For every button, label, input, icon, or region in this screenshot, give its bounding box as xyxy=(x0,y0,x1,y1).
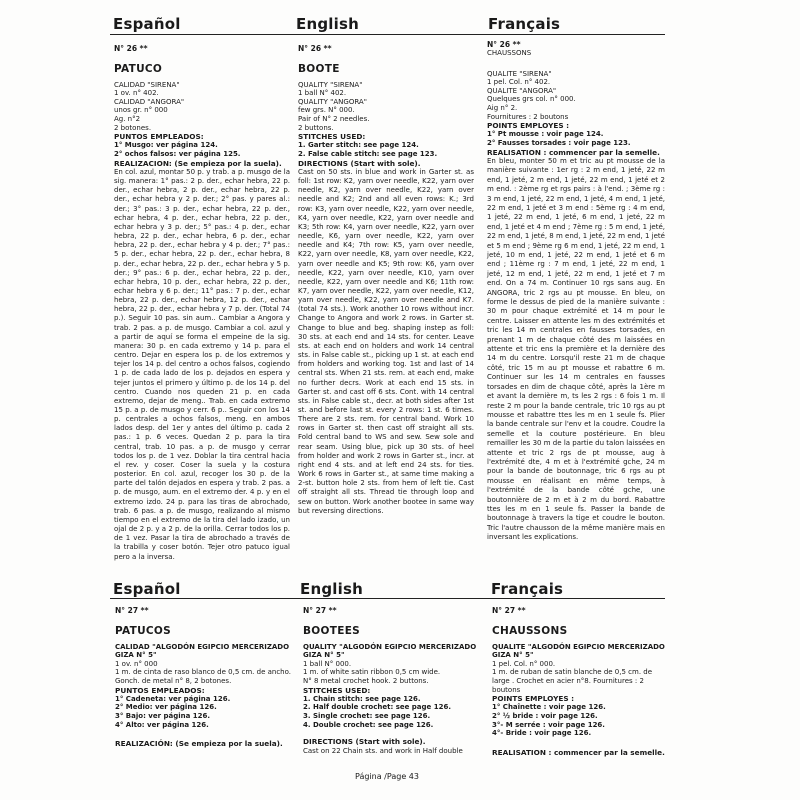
materials-list xyxy=(303,643,479,686)
directions-heading: REALIZACIÓN: (Se empieza por la suela). xyxy=(115,739,283,749)
stitch-item: 2° ochos falsos: ver página 125. xyxy=(114,150,241,159)
stitch-item: 2. Half double crochet: see page 126. xyxy=(303,703,452,712)
stitch-item: 2° ½ bride : voir page 126. xyxy=(492,712,598,721)
column-es-27 xyxy=(115,606,293,749)
directions-body: Cast on 50 sts. in blue and work in Garter st. as foll: 1st row: K2, yarn over needle, K22, yarn over needle, K2, yarn over needle, K22, yarn over needle and K2; 2nd and all even rows: K.; 3rd row: K3, yarn over needle, K22, yarn over needle, K4, yarn over needle, K22, yarn over needle and K3; 5th row: K4, yarn over needle, K22, yarn over needle, K6, yarn over needle, K22, yarn over needle and K4; 7th row: K5, yarn over needle, K22, yarn over needle, K8, yarn over needle, K22, yarn over needle and K5; 9th row: K6, yarn over needle, K22, yarn over needle, K10, yarn over needle, K22, yarn over needle and K6; 11th row: K7, yarn over needle, K22, yarn over needle, K12, yarn over needle, K22, yarn over needle and K7. (total 74 sts.). Work another 10 rows without incr. Change to Angora and work 2 rows. in Garter st. Change to blue and beg. shaping instep as foll: 30 sts. at each end and 14 sts. for center. Leave sts. at each end on holders and work 14 central sts. in False cable st., picking up 1 st. at each end from holders and working tog. 1st and last of 14 central sts. When 21 sts. rem. at each end, make no further decrs. Work at each end 15 sts. in Garter st. and cast off 6 sts. Cont. with 14 central sts. in False cable st., decr. at both sides after 1st st. and before last st. every 2 rows: 1 st. 6 times. There are 2 sts. rem. for central band. Work 10 rows in Garter st. then cast off straight all sts. Fold central band to WS and sew. Sew sole and rear seam. Using blue, pick up 30 sts. of heel from holder and work 2 rows in Garter st., incr. at right end 4 sts. and at left end 24 sts. for ties. Work 6 rows in Garter st., at same time making a 2-st. button hole 2 sts. from hem of left tie. Cast off straight all sts. Thread tie through loop and sew on button. Work another bootee in same way but reversing directions. xyxy=(298,167,474,515)
materials-list xyxy=(298,81,474,133)
directions-heading: REALISATION : commencer par la semelle. xyxy=(487,147,660,157)
pattern-number: N° 26 ** xyxy=(298,44,332,53)
column-en-26 xyxy=(298,44,474,516)
material-line: 1 ball N° 402. xyxy=(298,89,347,98)
stitches-heading: POINTS EMPLOYES : xyxy=(492,694,575,704)
pattern-title: PATUCO xyxy=(114,63,163,76)
column-en-27 xyxy=(303,606,479,756)
stitch-item: 4° Alto: ver página 126. xyxy=(115,720,209,729)
materials-list xyxy=(492,643,668,695)
material-line: QUALITE "ALGODÓN EGIPCIO MERCERIZADO GIZA N° 5" xyxy=(492,642,665,660)
material-line: QUALITE "SIRENA" xyxy=(487,69,552,78)
material-line: 1 m. of white satin ribbon 0,5 cm wide. xyxy=(303,668,441,677)
material-line: QUALITY "ALGODÓN EGIPCIO MERCERIZADO GIZA N° 5" xyxy=(303,642,477,660)
page-number: Página /Page 43 xyxy=(355,772,419,781)
material-line: CALIDAD "ANGORA" xyxy=(114,97,185,106)
column-fr-27 xyxy=(492,606,668,757)
directions-body: Cast on 22 Chain sts. and work in Half double xyxy=(303,746,463,755)
stitch-item: 3° Bajo: ver página 126. xyxy=(115,712,211,721)
material-line: 2 botones. xyxy=(114,123,152,132)
stitch-item: 1. Garter stitch: see page 124. xyxy=(298,141,419,150)
pattern-number: N° 26 ** xyxy=(487,40,521,49)
material-line: Pair of N° 2 needles. xyxy=(298,114,370,123)
heading-fr-26: Français xyxy=(488,15,561,33)
directions-heading: DIRECTIONS (Start with sole). xyxy=(303,737,426,747)
stitch-item: 2° Medio: ver página 126. xyxy=(115,703,217,712)
material-line: QUALITY "ANGORA" xyxy=(298,97,367,106)
stitch-item: 4°- Bride : voir page 126. xyxy=(492,729,592,738)
stitch-item: 3°- M serrée : voir page 126. xyxy=(492,720,605,729)
materials-list xyxy=(487,70,665,122)
stitches-heading: STITCHES USED: xyxy=(303,685,371,695)
column-es-26 xyxy=(114,44,290,562)
stitch-item: 3. Single crochet: see page 126. xyxy=(303,712,431,721)
material-line: 1 pel. Col. n° 000. xyxy=(492,659,556,668)
column-fr-26 xyxy=(487,40,665,543)
stitch-item: 1° Chaînette : voir page 126. xyxy=(492,703,606,712)
material-line: 1 m. de cinta de raso blanco de 0,5 cm. de ancho. xyxy=(115,668,292,677)
stitch-item: 1° Cadeneta: ver página 126. xyxy=(115,694,231,703)
material-line: Quelques grs col. n° 000. xyxy=(487,95,576,104)
stitch-item: 1° Musgo: ver página 124. xyxy=(114,141,218,150)
materials-list xyxy=(115,643,293,686)
stitches-heading: PUNTOS EMPLEADOS: xyxy=(115,685,205,695)
material-line: 1 m. de ruban de satin blanche de 0,5 cm. de large . Crochet en acier n°8. Fournitures : 2 boutons xyxy=(492,668,653,694)
material-line: 1 ov. n° 402. xyxy=(114,89,159,98)
material-line: 1 ball N° 000. xyxy=(303,659,352,668)
material-line: 1 pel. Col. n° 402. xyxy=(487,78,551,87)
pattern-number: N° 26 ** xyxy=(114,44,148,53)
heading-en-27: English xyxy=(300,580,363,598)
pattern-title: CHAUSSONS xyxy=(487,49,532,58)
pattern-number: N° 27 ** xyxy=(492,606,526,615)
material-line: Gonch. de metal n° 8, 2 botones. xyxy=(115,676,232,685)
material-line: CALIDAD "SIRENA" xyxy=(114,80,180,89)
material-line: CALIDAD "ALGODÓN EGIPCIO MERCERIZADO GIZA N° 5" xyxy=(115,642,290,660)
pattern-title: BOOTE xyxy=(298,63,340,76)
material-line: QUALITE "ANGORA" xyxy=(487,86,557,95)
material-line: few grs. N° 000. xyxy=(298,106,355,115)
directions-heading: DIRECTIONS (Start with sole). xyxy=(298,158,421,168)
pattern-number: N° 27 ** xyxy=(303,606,337,615)
pattern-number: N° 27 ** xyxy=(115,606,149,615)
heading-es-27: Español xyxy=(113,580,181,598)
pattern-title: BOOTEES xyxy=(303,625,361,638)
heading-en-26: English xyxy=(296,15,359,33)
directions-body: En bleu, monter 50 m et tric au pt mousse de la manière suivante : 1er rg : 2 m end, 1 jeté, 22 m end, 1 jeté, 2 m end, 1 jeté, 22 m end, 1 jeté et 2 m end. : 2ème rg et rgs pairs : à l'end. ; 3ème rg : 3 m end, 1 jeté, 22 m end, 1 jeté, 4 m end, 1 jeté, 22 m end, 1 jeté et 3 m end : 5ème rg : 4 m end, 1 jeté, 22 m end, 1 jeté, 6 m end, 1 jeté, 22 m end, 1 jeté et 4 m end ; 7ème rg : 5 m end, 1 jeté, 22 m end, 1 jeté, 8 m end, 1 jeté, 22 m end, 1 jeté et 5 m end ; 9ème rg 6 m end, 1 jeté, 22 m end, 1 jeté, 10 m end, 1 jeté, 22 m end, 1 jeté et 6 m end ; 11ème rg : 7 m end, 1 jeté, 22 m end, 1 jeté, 12 m end, 1 jeté, 22 m end, 1 jeté et 7 m end. On a 74 m. Continuer 10 rgs sans aug. En ANGORA, tric 2 rgs au pt mousse. En bleu, on forme le dessus de pied de la manière suivante : 30 m pour chaque extrémité et 14 m pour le centre. Laisser en attente les m des extrémités et tric les 14 m centrales en fausses torsades, en prenant 1 m de chaque côté des m laissées en attente et tric ens la première et la dernière des 14 m du centre. Lorsqu'il reste 21 m de chaque côté, tric 15 m au pt mousse et rabattre 6 m. Continuer sur les 14 m centrales en fausses torsades en dim de chaque côté, après la 1ère m et avant la dernière m, ts les 2 rgs : 6 fois 1 m. Il reste 2 m pour la bande centrale, tric 10 rgs au pt mousse et rabattre ttes les m en 1 seule fs. Plier la bande centrale sur l'env et la coudre. Coudre la semelle et la couture postérieure. En bleu remailler les 30 m de la partie du talon laissées en attente et tric 2 rgs de pt mousse, aug à l'extrémité dte, 4 m et à l'extrémité gche, 24 m pour la bande de boutonnage, tric 6 rgs au pt mousse en réalisant en même temps, à l'extrémité de la bande côté gche, une boutonnière de 2 m et à 2 m du bord. Rabattre ttes les m en 1 seule fs. Passer la bande de boutonnage à travers la tige et coudre le bouton. Tric l'autre chausson de la même manière mais en inversant les explications. xyxy=(487,156,665,542)
material-line: Ag. n°2 xyxy=(114,114,141,123)
stitches-heading: STITCHES USED: xyxy=(298,132,366,142)
middle-rule xyxy=(110,598,665,599)
stitch-item: 1. Chain stitch: see page 126. xyxy=(303,694,421,703)
directions-heading: REALISATION : commencer par la semelle. xyxy=(492,747,665,757)
heading-fr-27: Français xyxy=(491,580,564,598)
stitch-item: 4. Double crochet: see page 126. xyxy=(303,720,434,729)
stitch-item: 2° Fausses torsades : voir page 123. xyxy=(487,139,631,148)
stitch-item: 1° Pt mousse : voir page 124. xyxy=(487,130,604,139)
stitches-heading: POINTS EMPLOYES : xyxy=(487,121,570,131)
pattern-title: CHAUSSONS xyxy=(492,625,568,638)
material-line: N° 8 metal crochet hook. 2 buttons. xyxy=(303,676,429,685)
directions-body: En col. azul, montar 50 p. y trab. a p. musgo de la sig. manera: 1° pas.: 2 p. der., echar hebra, 22 p. der., echar hebra, 2 p. der., echar hebra, 22 p. der., echar hebra y 2 p. der.; 2° pas. y pares al.: der.; 3° pas.: 3 p. der., echar hebra, 22 p. der., echar hebra, 4 p. der., echar hebra, 22 p. der., echar hebra y 3 p. der.; 5° pas.: 4 p. der., echar hebra, 22 p. der., echar hebra, 6 p. der., echar hebra, 22 p. der., echar hebra y 4 p. der.; 7° pas.: 5 p. der., echar hebra, 22 p. der., echar hebra, 8 p. der., echar hebra, 22 p. der., echar hebra y 5 p. der.; 9° pas.: 6 p. der., echar hebra, 22 p. der., echar hebra, 10 p. der., echar hebra, 22 p. der., echar hebra y 6 p. der.; 11° pas.: 7 p. der., echar hebra, 22 p. der., echar hebra, 12 p. der., echar hebra, 22 p. der., echar hebra y 7 p. der. (Total 74 p.). Seguir 10 pas. sin aum.. Cambiar a Angora y trab. 2 pas. a p. de musgo. Cambiar a col. azul y a partir de aquí se forma el empeine de la sig. manera: 30 p. en cada extremo y 14 p. para el centro. Dejar en espera los p. de los extremos y tejer los 14 p. del centro a ochos falsos, cogiendo 1 p. de cada lado de los p. dejados en espera y tejer juntos el primero y último p. de los 14 p. del centro. Cuando nos queden 21 p. en cada extremo, dejar de meng.. Trab. en cada extremo 15 p. a p. de musgo y cerr. 6 p.. Seguir con los 14 p. centrales a ochos falsos, meng. en ambos lados desp. del 1er y antes del último p. cada 2 pas.: 1 p. 6 veces. Quedan 2 p. para la tira central, trab. 10 pas. a p. de musgo y cerrar todos los p. de 1 vez. Doblar la tira central hacia el rev. y coser. Coser la suela y la costura posterior. En col. azul, recoger los 30 p. de la parte del talón dejados en espera y trab. 2 pas. a p. de musgo, aum. en el extremo der. 4 p. y en el extremo izdo. 24 p. para las tiras de abrochado, trab. 6 pas. a p. de musgo, realizando al mismo tiempo en el extremo de la tira del lado izado, un ojal de 2 p. y a 2 p. de la orilla. Cerrar todos los p. de 1 vez. Pasar la tira de abrochado a través de la trabilla y coser botón. Tejer otro patuco igual pero a la inversa. xyxy=(114,167,290,561)
heading-es-26: Español xyxy=(113,15,181,33)
material-line: QUALITY "SIRENA" xyxy=(298,80,363,89)
directions-heading: REALIZACION: (Se empieza por la suela). xyxy=(114,158,282,168)
material-line: 1 ov. n° 000 xyxy=(115,659,158,668)
materials-list xyxy=(114,81,290,133)
material-line: Aig n° 2. xyxy=(487,103,518,112)
material-line: 2 buttons. xyxy=(298,123,334,132)
pattern-title: PATUCOS xyxy=(115,625,172,638)
material-line: Fournitures : 2 boutons xyxy=(487,112,569,121)
stitches-heading: PUNTOS EMPLEADOS: xyxy=(114,132,204,142)
stitch-item: 2. False cable stitch: see page 123. xyxy=(298,150,438,159)
material-line: unos gr. n° 000 xyxy=(114,106,168,115)
top-rule xyxy=(110,34,665,35)
